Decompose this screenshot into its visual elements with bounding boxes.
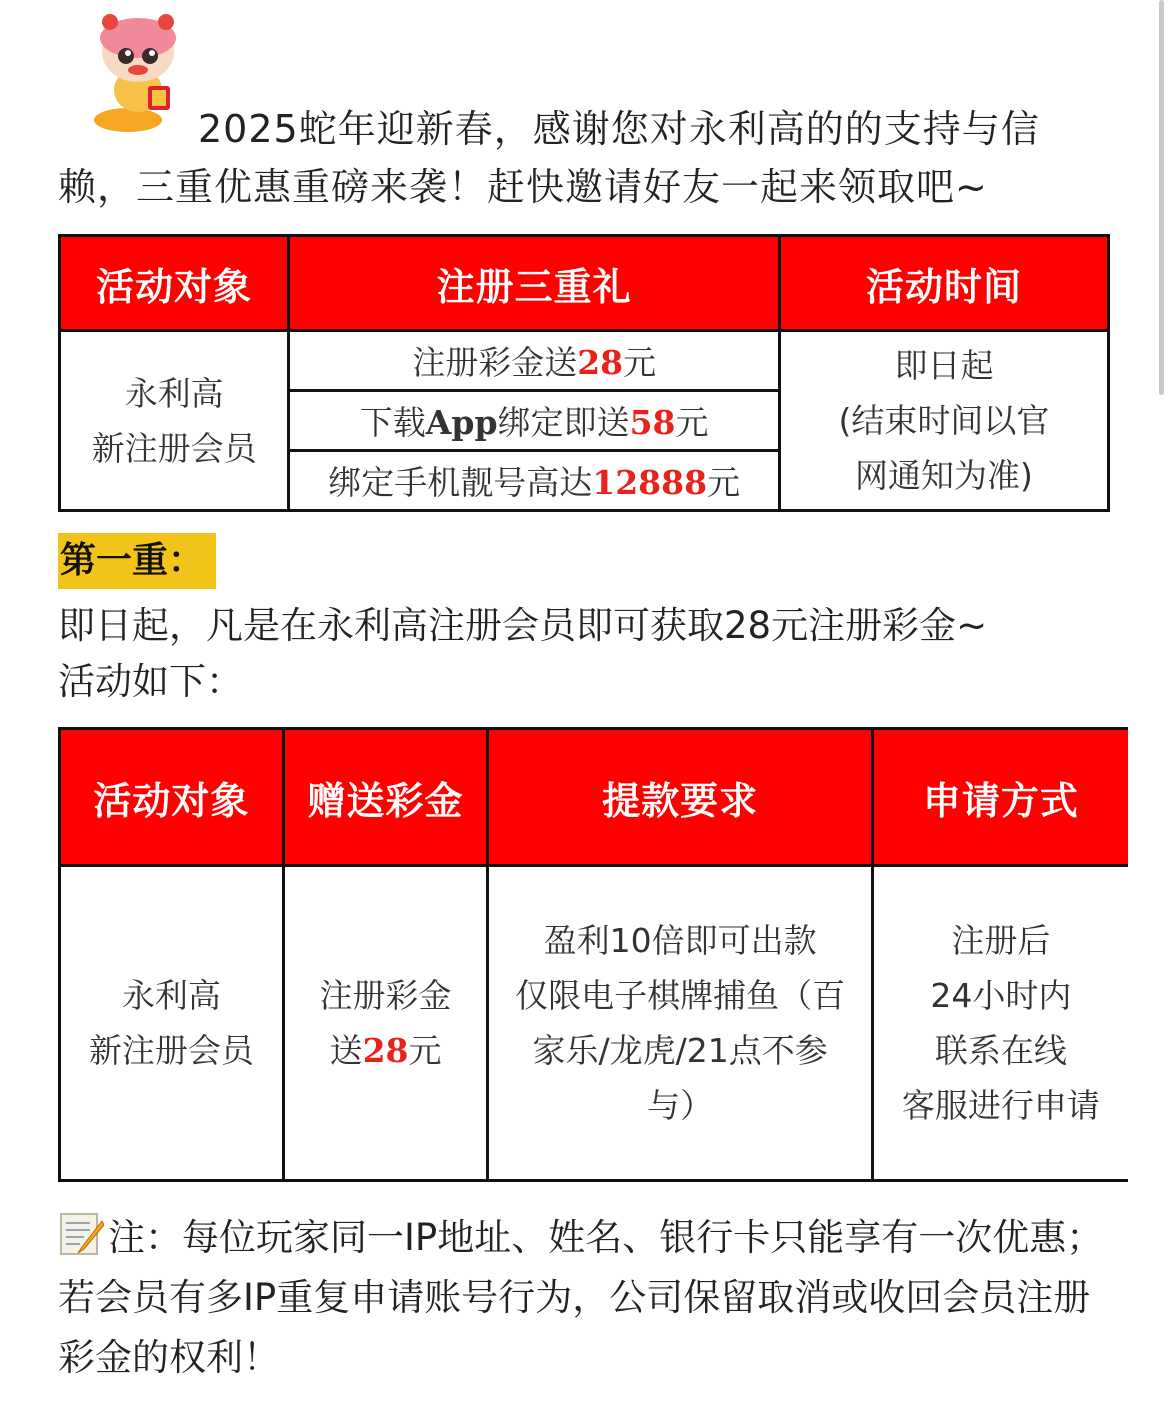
triple-gift-table <box>58 234 1110 512</box>
tier-one-label: 第一重： <box>58 533 216 589</box>
target-cell: 永利高 新注册会员 <box>60 866 284 1181</box>
tier-one-description: 即日起，凡是在永利高注册会员即可获取28元注册彩金~ 活动如下： <box>58 604 988 703</box>
header-time: 活动时间 <box>779 236 1108 331</box>
header-withdraw: 提款要求 <box>488 729 872 866</box>
tier-one-table <box>58 727 1128 1182</box>
note-paragraph: 注：每位玩家同一IP地址、姓名、银行卡只能享有一次优惠；若会员有多IP重复申请账号行为，公司保留取消或收回会员注册彩金的权利！ <box>58 1208 1118 1388</box>
intro-paragraph: 2025蛇年迎新春，感谢您对永利高的的支持与信赖，三重优惠重磅来袭！赶快邀请好友一起来领取吧~ <box>58 107 1040 209</box>
reward-phone: 绑定手机靓号高达12888元 <box>289 451 780 511</box>
header-bonus: 赠送彩金 <box>283 729 488 866</box>
header-target: 活动对象 <box>60 729 284 866</box>
withdraw-cell: 盈利10倍即可出款 仅限电子棋牌捕鱼（百 家乐/龙虎/21点不参 与） <box>488 866 872 1181</box>
header-apply: 申请方式 <box>872 729 1128 866</box>
memo-icon <box>58 1211 104 1257</box>
header-triple-gift: 注册三重礼 <box>289 236 780 331</box>
reward-register: 注册彩金送28元 <box>289 331 780 391</box>
reward-app: 下载App绑定即送58元 <box>289 391 780 451</box>
time-cell: 即日起 (结束时间以官 网通知为准) <box>779 331 1108 511</box>
scrollbar[interactable] <box>1159 0 1164 395</box>
header-target: 活动对象 <box>60 236 289 331</box>
target-cell: 永利高 新注册会员 <box>60 331 289 511</box>
bonus-cell: 注册彩金 送28元 <box>283 866 488 1181</box>
apply-cell: 注册后 24小时内 联系在线 客服进行申请 <box>872 866 1128 1181</box>
